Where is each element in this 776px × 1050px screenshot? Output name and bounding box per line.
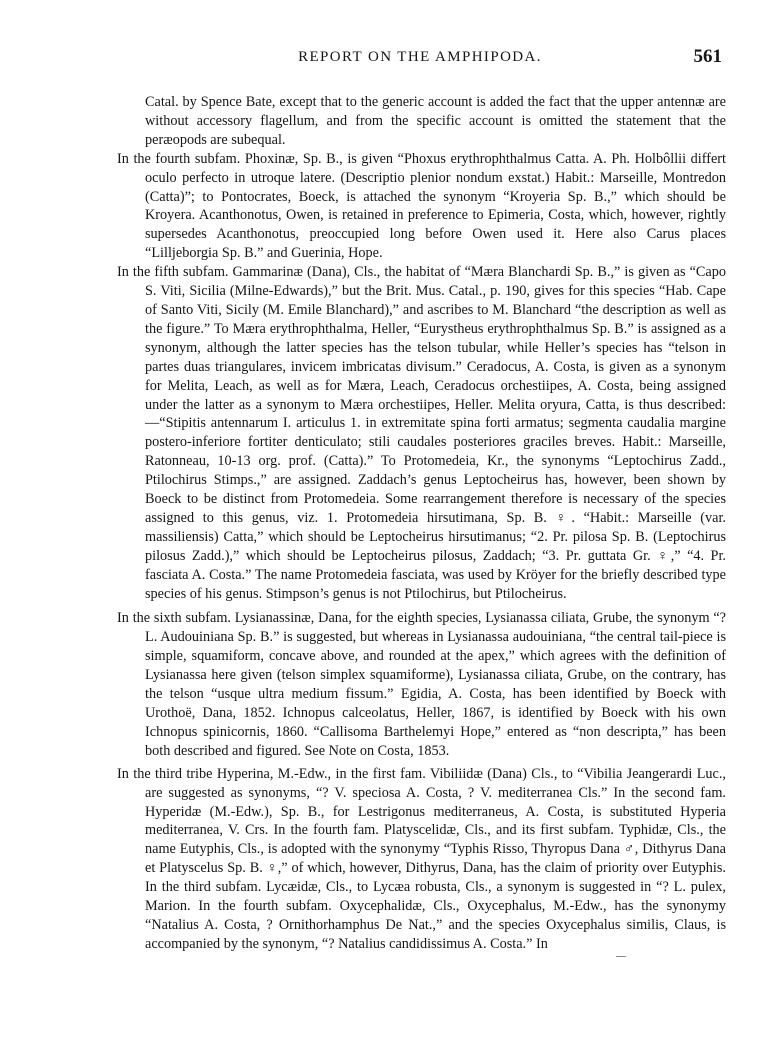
paragraph-sixth-subfamily: In the sixth subfam. Lysianassinæ, Dana, for the eighth species, Lysianassa ciliata, Grube, the synonym “? L. Audouiniana Sp. B.” is suggested, but whereas in Lysianassa audouiniana, “the central tail-piece is simple, squamiform, concave above, and rounded at the apex,” which agrees with the definition of Lysianassa here given (telson simplex squamiforme), Lysianassa ciliata, Grube, on the contrary, has the telson “usque ultra medium fissum.” Egidia, A. Costa, has been identified by Boeck with Urothoë, Dana, 1852. Ichnopus calceolatus, Heller, 1867, is identified by Boeck with his own Ichnopus spinicornis, 1860. “Callisoma Barthelemyi Hope,” entered as “non descripta,” has been both described and figured. See Note on Costa, 1853. — [117, 610, 726, 759]
body-text — [117, 93, 726, 960]
footer-mark: — — [616, 950, 626, 962]
paragraph-fourth-subfamily: In the fourth subfam. Phoxinæ, Sp. B., is given “Phoxus erythrophthalmus Catta. A. Ph. Holbôllii differt oculo perfecto in utroque latere. (Descriptio plenior nondum exstat.) Habit.: Marseille, Montredon (Catta)”; to Pontocrates, Boeck, is attached the synonym “Kroyeria Sp. B.,” which should be Kroyera. Acanthonotus, Owen, is retained in preference to Epimeria, Costa, which, however, rightly supersedes Acanthonotus, preoccupied long before Owen used it. Here also Carus places “Lilljeborgia Sp. B.” and Guerinia, Hope. — [117, 150, 726, 262]
page-header — [118, 46, 722, 70]
page-number: 561 — [693, 46, 722, 67]
paragraph-fifth-subfamily: In the fifth subfam. Gammarinæ (Dana), Cls., the habitat of “Mæra Blanchardi Sp. B.,” is given as “Capo S. Viti, Sicilia (Milne-Edwards),” but the Brit. Mus. Catal., p. 190, gives for this species “Hab. Cape of Santo Viti, Sicily (M. Emile Blanchard),” and ascribes to M. Blanchard “the description as well as the figure.” To Mæra erythrophthalma, Heller, “Eurystheus erythrophthalmus Sp. B.” is assigned as a synonym, although the latter species has the telson tubular, while Heller’s species has “telson in partes duas triangulares, invicem imbricatas divisum.” Ceradocus, A. Costa, is given as a synonym for Melita, Leach, as well as for Mæra, Leach, Ceradocus orchestiipes, A. Costa, being assigned under the latter as a synonym to Mæra orchestiipes, Heller. Melita oryura, Catta, is thus described:—“Stipitis antennarum I. articulus 1. in extremitate spina forti armatus; segmenta caudalia margine postero-inferiore fortiter denticulato; stili caudales posteriores graciles breves. Habit.: Marseille, Ratonneau, 10-13 org. prof. (Catta).” To Protomedeia, Kr., the synonyms “Leptochirus Zadd., Ptilochirus Stimps.,” are assigned. Zaddach’s genus Leptocheirus has, however, been shown by Boeck to be distinct from Protomedeia. Some rearrangement therefore is necessary of the species assigned to this genus, viz. 1. Protomedeia hirsutimana, Sp. B. ♀. “Habit.: Marseille (var. massiliensis) Catta,” which should be Leptocheirus hirsutimanus; “2. Pr. pilosa Sp. B. (Leptochirus pilosus Zadd.),” which should be Leptocheirus pilosus, Zaddach; “3. Pr. guttata Gr. ♀,” “4. Pr. fasciata A. Costa.” The name Protomedeia fasciata, was used by Kröyer for the briefly described type species of his genus. Stimpson’s genus is not Ptilochirus, but Ptilocheirus. — [117, 264, 726, 602]
running-title: REPORT ON THE AMPHIPODA. — [298, 49, 542, 65]
paragraph-continuation: Catal. by Spence Bate, except that to the generic account is added the fact that the upper antennæ are without accessory flagellum, and from the specific account is omitted the statement that the peræopods are subequal. — [145, 94, 726, 148]
paragraph-hyperina: In the third tribe Hyperina, M.-Edw., in the first fam. Vibiliidæ (Dana) Cls., to “Vibilia Jeangerardi Luc., are suggested as synonyms, “? V. speciosa A. Costa, ? V. mediterranea Cls.” In the second fam. Hyperidæ (M.-Edw.), Sp. B., for Lestrigonus mediterraneus, A. Costa, is substituted Hyperia mediterranea, V. Crs. In the fourth fam. Platyscelidæ, Cls., and its first subfam. Typhidæ, Cls., the name Eutyphis, Cls., is adopted with the synonymy “Typhis Risso, Thyropus Dana ♂, Dithyrus Dana et Platyscelus Sp. B. ♀,” of which, however, Dithyrus, Dana, has the claim of priority over Eutyphis. In the third subfam. Lycæidæ, Cls., to Lycæa robusta, Cls., a synonym is suggested in “? L. pulex, Marion. In the fourth subfam. Oxycephalidæ, Cls., Oxycephalus, M.-Edw., has the synonymy “Natalius A. Costa, ? Ornithorhamphus De Nat.,” and the species Oxycephalus similis, Claus, is accompanied by the synonym, “? Natalius candidissimus A. Costa.” In — [117, 765, 726, 952]
